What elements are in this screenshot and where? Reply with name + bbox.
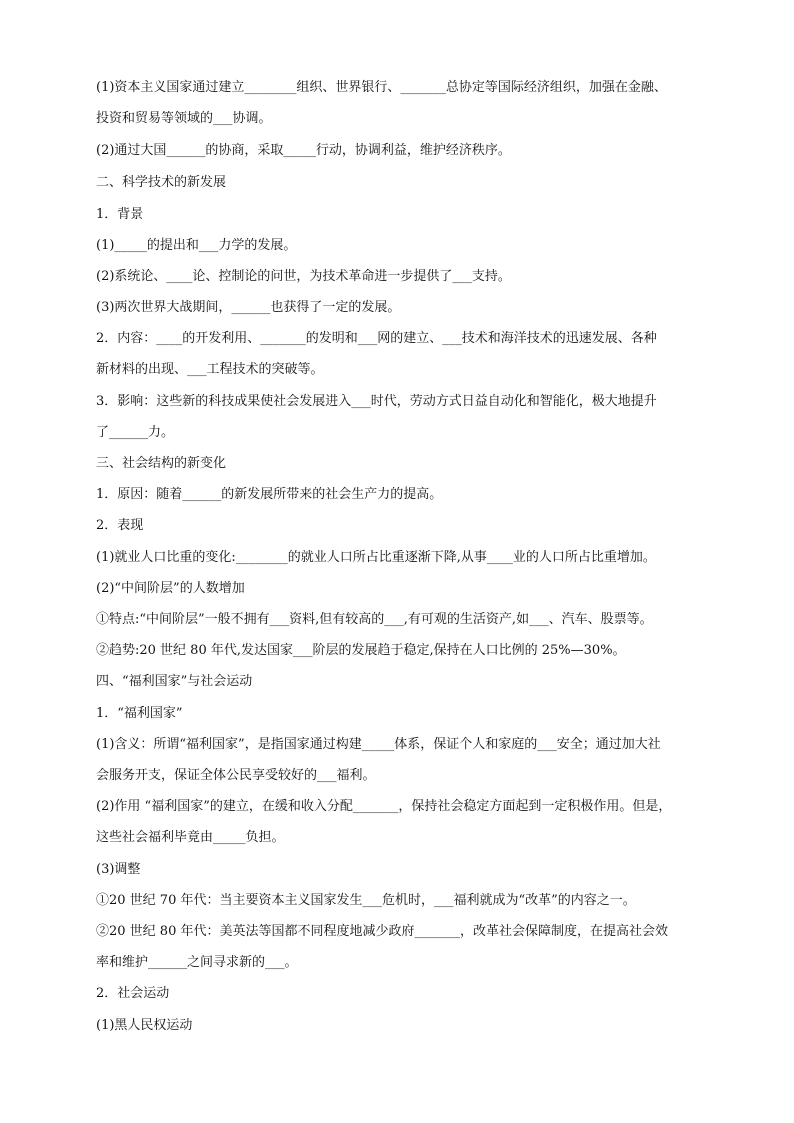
text-line: 这些社会福利毕竟由_____负担。 xyxy=(96,830,285,845)
section-heading: 三、社会结构的新变化 xyxy=(96,456,227,471)
text-line: (1)_____的提出和___力学的发展。 xyxy=(96,238,297,253)
text-line: ①特点:“中间阶层”一般不拥有___资料,但有较高的___,有可观的生活资产,如___、汽车、股票等。 xyxy=(96,612,653,627)
text-line: (3)两次世界大战期间，______也获得了一定的发展。 xyxy=(96,300,401,315)
subheading: 1．背景 xyxy=(96,207,144,222)
text-line: (1)资本主义国家通过建立________组织、世界银行、_______总协定等国际经济组织，加强在金融、 xyxy=(96,80,667,95)
text-line: 投资和贸易等领域的___协调。 xyxy=(96,111,272,126)
subheading: 1．“福利国家” xyxy=(96,706,183,721)
text-line: (1)就业人口比重的变化:________的就业人口所占比重逐渐下降,从事____业的人口所占比重增加。 xyxy=(96,550,656,565)
subheading: 2．社会运动 xyxy=(96,986,170,1001)
text-line: 了______力。 xyxy=(96,425,175,440)
text-line: (3)调整 xyxy=(96,862,141,877)
subheading: 2．表现 xyxy=(96,518,144,533)
text-line: (2)系统论、____论、控制论的问世，为技术革命进一步提供了___支持。 xyxy=(96,269,511,284)
text-line: (2)“中间阶层”的人数增加 xyxy=(96,581,245,596)
section-heading: 四、“福利国家”与社会运动 xyxy=(96,674,253,689)
text-line: 会服务开支，保证全体公民享受较好的___福利。 xyxy=(96,768,376,783)
text-line: (2)通过大国______的协商，采取_____行动，协调利益，维护经济秩序。 xyxy=(96,143,511,158)
text-line: (1)含义：所谓“福利国家”，是指国家通过构建_____体系，保证个人和家庭的___安全；通过加大社 xyxy=(96,737,661,752)
text-line: (1)黑人民权运动 xyxy=(96,1018,193,1033)
text-line: (2)作用 “福利国家”的建立，在缓和收入分配_______，保持社会稳定方面起到一定积极作用。但是， xyxy=(96,799,672,814)
text-line: ②20 世纪 80 年代：美英法等国都不同程度地减少政府_______，改革社会保障制度，在提高社会效 xyxy=(96,924,668,939)
section-heading: 二、科学技术的新发展 xyxy=(96,175,227,190)
text-line: 率和维护______之间寻求新的___。 xyxy=(96,955,298,970)
text-line: 新材料的出现、___工程技术的突破等。 xyxy=(96,362,324,377)
text-line: 1．原因：随着______的新发展所带来的社会生产力的提高。 xyxy=(96,487,443,502)
text-line: 2．内容：____的开发利用、_______的发明和___网的建立、___技术和海洋技术的迅速发展、各种 xyxy=(96,331,657,346)
text-line: ①20 世纪 70 年代：当主要资本主义国家发生___危机时，___福利就成为“改革”的内容之一。 xyxy=(96,893,636,908)
text-line: ②趋势:20 世纪 80 年代,发达国家___阶层的发展趋于稳定,保持在人口比例的 25%—30%。 xyxy=(96,643,626,658)
text-line: 3．影响：这些新的科技成果使社会发展进入___时代，劳动方式日益自动化和智能化，极大地提升 xyxy=(96,394,657,409)
